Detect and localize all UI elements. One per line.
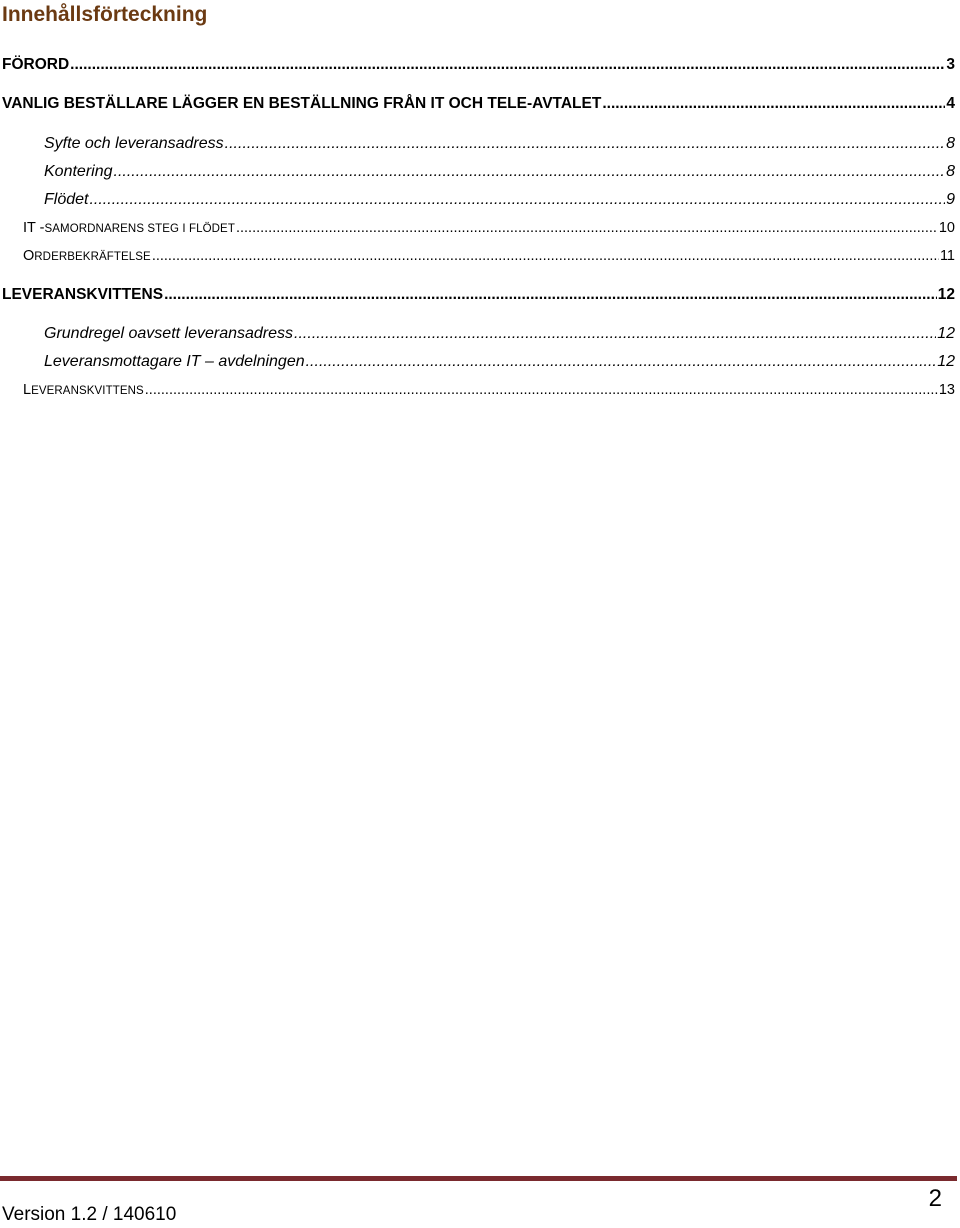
toc-entry-text-rest: SAMORDNARENS STEG I FLÖDET [44,223,235,235]
toc-leader [306,351,937,373]
toc-leader [145,379,938,401]
toc-entry-orderbekraftelse[interactable] [23,245,955,267]
toc-leader [294,323,936,345]
toc-entry-leveranskvittens-sub[interactable] [23,379,955,401]
toc-entry-page: 8 [946,135,955,152]
toc-entry-text: Flödet [44,191,89,208]
toc-entry-text: LEVERANSKVITTENS [2,286,164,303]
footer-version: Version 1.2 / 140610 [2,1204,177,1225]
toc-leader [89,189,945,211]
toc-entry-text: Grundregel oavsett leveransadress [44,325,294,342]
toc-entry-text: FÖRORD [2,56,70,73]
toc-entry-page: 11 [939,248,955,264]
toc-entry-page: 8 [946,163,955,180]
toc-entry-page: 12 [937,353,955,370]
toc-entry-leveransmottagare[interactable] [44,351,955,373]
toc-entry-text-rest: EVERANSKVITTENS [31,385,144,397]
toc-entry-flodet[interactable] [44,189,955,211]
toc-entry-page: 3 [946,56,955,73]
toc-entry-text [23,245,151,267]
toc-leader [152,245,939,267]
toc-entry-text: VANLIG BESTÄLLARE LÄGGER EN BESTÄLLNING FRÅN IT OCH TELE-AVTALET [2,95,602,112]
toc-entry-page: 13 [938,382,955,398]
toc-leader [114,161,946,183]
toc-entry-forord[interactable] [2,54,955,76]
toc-leader [225,133,945,155]
toc-entry-text-first: O [23,248,35,264]
toc-entry-text: Kontering [44,163,113,180]
footer-page-number: 2 [928,1185,942,1212]
toc-entry-text [23,379,144,401]
toc-entry-kontering[interactable] [44,161,955,183]
toc-leader [70,54,945,76]
toc-entry-page: 9 [946,191,955,208]
toc-entry-text: Syfte och leveransadress [44,135,224,152]
toc-entry-text: Leveransmottagare IT – avdelningen [44,353,305,370]
footer-rule [0,1176,957,1181]
toc-entry-text [23,217,235,239]
toc-leader [236,217,938,239]
toc-leader [602,93,945,115]
toc-entry-it-samordnarens-steg[interactable] [23,217,955,239]
toc-entry-page: 10 [938,220,955,236]
toc-leader [164,284,937,306]
toc-entry-syfte[interactable] [44,133,955,155]
toc-entry-text-first: IT - [23,220,45,236]
toc-entry-page: 12 [937,325,955,342]
toc-entry-leveranskvittens[interactable] [2,284,955,306]
toc-entry-vanlig-bestallare[interactable] [2,93,955,115]
toc-entry-page: 4 [946,95,955,112]
toc-title: Innehållsförteckning [2,3,208,26]
toc-entry-text-rest: RDERBEKRÄFTELSE [34,251,151,263]
toc-entry-text-first: L [23,382,32,398]
toc-entry-page: 12 [937,286,955,303]
toc-entry-grundregel[interactable] [44,323,955,345]
